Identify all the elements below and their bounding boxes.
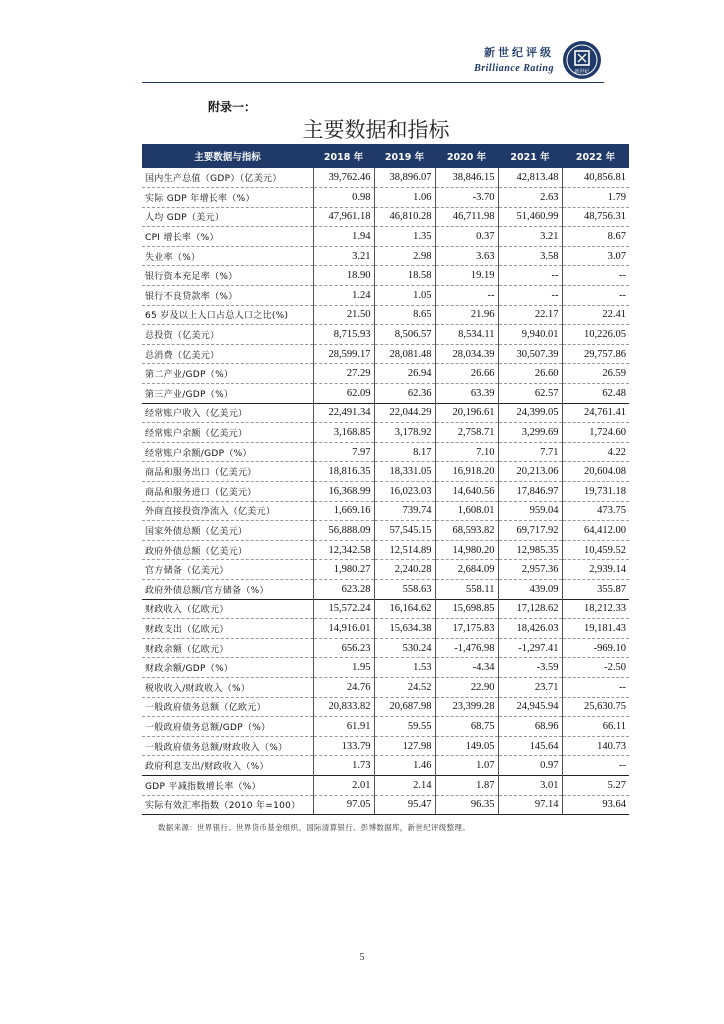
cell-value: 1.46 [374,756,435,776]
table-row [142,168,629,188]
cell-value: -- [562,756,629,776]
cell-value: 56,888.09 [313,521,374,541]
cell-value: 17,175.83 [435,619,498,639]
cell-value: 21.50 [313,305,374,325]
cell-value: 20,213.06 [498,462,562,482]
cell-value: 3.21 [498,227,562,247]
cell-value: 15,572.24 [313,599,374,619]
cell-value: 1,980.27 [313,560,374,580]
cell-value: 12,514.89 [374,540,435,560]
cell-value: 8.65 [374,305,435,325]
cell-value: 24,399.05 [498,403,562,423]
table-row [142,403,629,423]
cell-value: 3,299.69 [498,423,562,443]
cell-value: 97.14 [498,795,562,815]
cell-value: 14,640.56 [435,482,498,502]
cell-value: 1.94 [313,227,374,247]
cell-value: 61.91 [313,717,374,737]
cell-value: 19,181.43 [562,619,629,639]
table-row [142,677,629,697]
cell-value: -969.10 [562,638,629,658]
cell-value: -3.70 [435,188,498,208]
table-row [142,384,629,404]
row-label: 官方储备（亿美元） [142,560,313,580]
cell-value: 46,810.28 [374,207,435,227]
cell-value: 47,961.18 [313,207,374,227]
cell-value: 1.73 [313,756,374,776]
cell-value: 20,604.08 [562,462,629,482]
row-label: 商品和服务进口（亿美元） [142,482,313,502]
cell-value: 12,342.58 [313,540,374,560]
table-row [142,462,629,482]
cell-value: 22,044.29 [374,403,435,423]
table-row [142,736,629,756]
row-label: 一般政府债务总额（亿欧元） [142,697,313,717]
page-number: 5 [359,952,365,963]
cell-value: 2,684.09 [435,560,498,580]
cell-value: 15,634.38 [374,619,435,639]
cell-value: 25,630.75 [562,697,629,717]
cell-value: 28,034.39 [435,344,498,364]
cell-value: 24,761.41 [562,403,629,423]
cell-value: 8,715.93 [313,325,374,345]
cell-value: 14,980.20 [435,540,498,560]
cell-value: -- [435,286,498,306]
cell-value: 26.60 [498,364,562,384]
header-divider [142,82,604,83]
brilliance-rating-logo-icon [562,40,602,80]
row-label: 银行不良贷款率（%） [142,286,313,306]
cell-value: 12,985.35 [498,540,562,560]
cell-value: 66.11 [562,717,629,737]
cell-value: 22,491.34 [313,403,374,423]
cell-value: 1.53 [374,658,435,678]
row-label: 实际 GDP 年增长率（%） [142,188,313,208]
cell-value: 16,023.03 [374,482,435,502]
cell-value: 1.06 [374,188,435,208]
row-label: 商品和服务出口（亿美元） [142,462,313,482]
cell-value: -- [562,677,629,697]
cell-value: 10,459.52 [562,540,629,560]
column-header-2020: 2020 年 [435,144,498,168]
table-row [142,207,629,227]
cell-value: 15,698.85 [435,599,498,619]
table-body [142,168,629,815]
row-label: 国内生产总值（GDP）（亿美元） [142,168,313,188]
cell-value: 18,426.03 [498,619,562,639]
cell-value: 623.28 [313,579,374,599]
cell-value: 22.90 [435,677,498,697]
cell-value: 69,717.92 [498,521,562,541]
table-row [142,697,629,717]
cell-value: 30,507.39 [498,344,562,364]
cell-value: 46,711.98 [435,207,498,227]
column-header-2021: 2021 年 [498,144,562,168]
logo-text: 新世纪 [574,69,590,75]
cell-value: 29,757.86 [562,344,629,364]
row-label: 政府外债总额/官方储备（%） [142,579,313,599]
table-row [142,325,629,345]
table-row [142,619,629,639]
cell-value: 3.63 [435,246,498,266]
table-row [142,756,629,776]
cell-value: 558.11 [435,579,498,599]
cell-value: 1,669.16 [313,501,374,521]
cell-value: 28,081.48 [374,344,435,364]
brand-name-cn: 新世纪评级 [484,46,554,59]
cell-value: 473.75 [562,501,629,521]
row-label: 经常账户余额/GDP（%） [142,442,313,462]
row-label: 人均 GDP（美元） [142,207,313,227]
cell-value: 19.19 [435,266,498,286]
cell-value: 48,756.31 [562,207,629,227]
cell-value: 2,957.36 [498,560,562,580]
cell-value: -- [498,266,562,286]
key-indicators-table [142,144,629,815]
cell-value: 42,813.48 [498,168,562,188]
cell-value: 1.07 [435,756,498,776]
cell-value: 17,846.97 [498,482,562,502]
cell-value: 0.98 [313,188,374,208]
cell-value: 40,856.81 [562,168,629,188]
cell-value: 0.97 [498,756,562,776]
table-row [142,305,629,325]
cell-value: 26.59 [562,364,629,384]
cell-value: 97.05 [313,795,374,815]
table-row [142,442,629,462]
table-row [142,560,629,580]
row-label: 税收收入/财政收入（%） [142,677,313,697]
cell-value: 1.79 [562,188,629,208]
cell-value: 2,240.28 [374,560,435,580]
row-label: 政府利息支出/财政收入（%） [142,756,313,776]
cell-value: 38,846.15 [435,168,498,188]
cell-value: 1.87 [435,775,498,795]
brand-name-en: Brilliance Rating [474,63,554,74]
cell-value: 2.14 [374,775,435,795]
cell-value: 62.48 [562,384,629,404]
row-label: 外商直接投资净流入（亿美元） [142,501,313,521]
cell-value: 68.96 [498,717,562,737]
cell-value: 22.41 [562,305,629,325]
column-header-2018: 2018 年 [313,144,374,168]
table-row [142,344,629,364]
cell-value: 59.55 [374,717,435,737]
cell-value: 26.94 [374,364,435,384]
source-note: 数据来源：世界银行、世界货币基金组织、国际清算银行、彭博数据库，新世纪评级整理。 [158,823,470,832]
table-row [142,188,629,208]
cell-value: 24.52 [374,677,435,697]
cell-value: 959.04 [498,501,562,521]
cell-value: 8.67 [562,227,629,247]
table-row [142,658,629,678]
row-label: 财政余额/GDP（%） [142,658,313,678]
row-label: 国家外债总额（亿美元） [142,521,313,541]
cell-value: 3.21 [313,246,374,266]
cell-value: 17,128.62 [498,599,562,619]
cell-value: 68.75 [435,717,498,737]
table-row [142,266,629,286]
cell-value: 9,940.01 [498,325,562,345]
cell-value: 1.05 [374,286,435,306]
cell-value: 24.76 [313,677,374,697]
cell-value: 20,196.61 [435,403,498,423]
cell-value: 558.63 [374,579,435,599]
column-header-2019: 2019 年 [374,144,435,168]
row-label: 财政收入（亿欧元） [142,599,313,619]
table-row [142,482,629,502]
cell-value: 23.71 [498,677,562,697]
appendix-label: 附录一： [208,100,257,114]
cell-value: 62.09 [313,384,374,404]
cell-value: 4.22 [562,442,629,462]
cell-value: 7.97 [313,442,374,462]
cell-value: 3.01 [498,775,562,795]
cell-value: 7.71 [498,442,562,462]
table-row [142,364,629,384]
cell-value: 18,212.33 [562,599,629,619]
cell-value: 39,762.46 [313,168,374,188]
cell-value: 57,545.15 [374,521,435,541]
cell-value: 16,164.62 [374,599,435,619]
cell-value: 10,226.05 [562,325,629,345]
row-label: 财政支出（亿欧元） [142,619,313,639]
table-row [142,521,629,541]
cell-value: 133.79 [313,736,374,756]
row-label: CPI 增长率（%） [142,227,313,247]
cell-value: 2.01 [313,775,374,795]
cell-value: 62.57 [498,384,562,404]
table-row [142,775,629,795]
row-label: 经常账户收入（亿美元） [142,403,313,423]
cell-value: 68,593.82 [435,521,498,541]
table-row [142,638,629,658]
cell-value: 145.64 [498,736,562,756]
cell-value: 95.47 [374,795,435,815]
cell-value: -- [562,286,629,306]
cell-value: 0.37 [435,227,498,247]
cell-value: 18.90 [313,266,374,286]
cell-value: 8.17 [374,442,435,462]
cell-value: 14,916.01 [313,619,374,639]
cell-value: 38,896.07 [374,168,435,188]
cell-value: 5.27 [562,775,629,795]
cell-value: 1,608.01 [435,501,498,521]
cell-value: 51,460.99 [498,207,562,227]
cell-value: 656.23 [313,638,374,658]
cell-value: 2.98 [374,246,435,266]
cell-value: 2,758.71 [435,423,498,443]
cell-value: 20,833.82 [313,697,374,717]
cell-value: -3.59 [498,658,562,678]
cell-value: 22.17 [498,305,562,325]
cell-value: 1.95 [313,658,374,678]
row-label: 第三产业/GDP（%） [142,384,313,404]
cell-value: 140.73 [562,736,629,756]
cell-value: 26.66 [435,364,498,384]
cell-value: -- [498,286,562,306]
row-label: 政府外债总额（亿美元） [142,540,313,560]
cell-value: 18,816.35 [313,462,374,482]
cell-value: 62.36 [374,384,435,404]
cell-value: 3,178.92 [374,423,435,443]
cell-value: 63.39 [435,384,498,404]
cell-value: 18.58 [374,266,435,286]
brand-header [474,44,554,74]
table-header-row [142,144,629,168]
cell-value: 3,168.85 [313,423,374,443]
cell-value: 1,724.60 [562,423,629,443]
table-row [142,599,629,619]
row-label: 65 岁及以上人口占总人口之比(%) [142,305,313,325]
cell-value: 64,412.00 [562,521,629,541]
row-label: 总投资（亿美元） [142,325,313,345]
cell-value: 20,687.98 [374,697,435,717]
cell-value: 18,331.05 [374,462,435,482]
cell-value: 149.05 [435,736,498,756]
cell-value: 28,599.17 [313,344,374,364]
cell-value: -- [562,266,629,286]
cell-value: 7.10 [435,442,498,462]
cell-value: 1.24 [313,286,374,306]
cell-value: 16,368.99 [313,482,374,502]
table-row [142,227,629,247]
table-row [142,579,629,599]
cell-value: 3.07 [562,246,629,266]
row-label: 一般政府债务总额/财政收入（%） [142,736,313,756]
cell-value: -2.50 [562,658,629,678]
row-label: 财政余额（亿欧元） [142,638,313,658]
cell-value: 2,939.14 [562,560,629,580]
column-header-2022: 2022 年 [562,144,629,168]
row-label: 失业率（%） [142,246,313,266]
cell-value: 24,945.94 [498,697,562,717]
row-label: GDP 平减指数增长率（%） [142,775,313,795]
cell-value: -4.34 [435,658,498,678]
table-row [142,540,629,560]
page-title: 主要数据和指标 [302,118,450,142]
table-row [142,795,629,815]
cell-value: 355.87 [562,579,629,599]
table-row [142,717,629,737]
row-label: 实际有效汇率指数（2010 年=100） [142,795,313,815]
cell-value: 739.74 [374,501,435,521]
cell-value: 8,506.57 [374,325,435,345]
table-row [142,423,629,443]
cell-value: 439.09 [498,579,562,599]
cell-value: 23,399.28 [435,697,498,717]
row-label: 总消费（亿美元） [142,344,313,364]
cell-value: 127.98 [374,736,435,756]
cell-value: 3.58 [498,246,562,266]
cell-value: 1.35 [374,227,435,247]
cell-value: 16,918.20 [435,462,498,482]
row-label: 一般政府债务总额/GDP（%） [142,717,313,737]
table-row [142,246,629,266]
row-label: 第二产业/GDP（%） [142,364,313,384]
cell-value: 96.35 [435,795,498,815]
table-row [142,286,629,306]
cell-value: 8,534.11 [435,325,498,345]
cell-value: 530.24 [374,638,435,658]
cell-value: 21.96 [435,305,498,325]
cell-value: -1,297.41 [498,638,562,658]
cell-value: 19,731.18 [562,482,629,502]
cell-value: 93.64 [562,795,629,815]
cell-value: -1,476.98 [435,638,498,658]
column-header-indicator: 主要数据与指标 [142,144,313,168]
table-row [142,501,629,521]
row-label: 银行资本充足率（%） [142,266,313,286]
cell-value: 2.63 [498,188,562,208]
row-label: 经常账户余额（亿美元） [142,423,313,443]
cell-value: 27.29 [313,364,374,384]
